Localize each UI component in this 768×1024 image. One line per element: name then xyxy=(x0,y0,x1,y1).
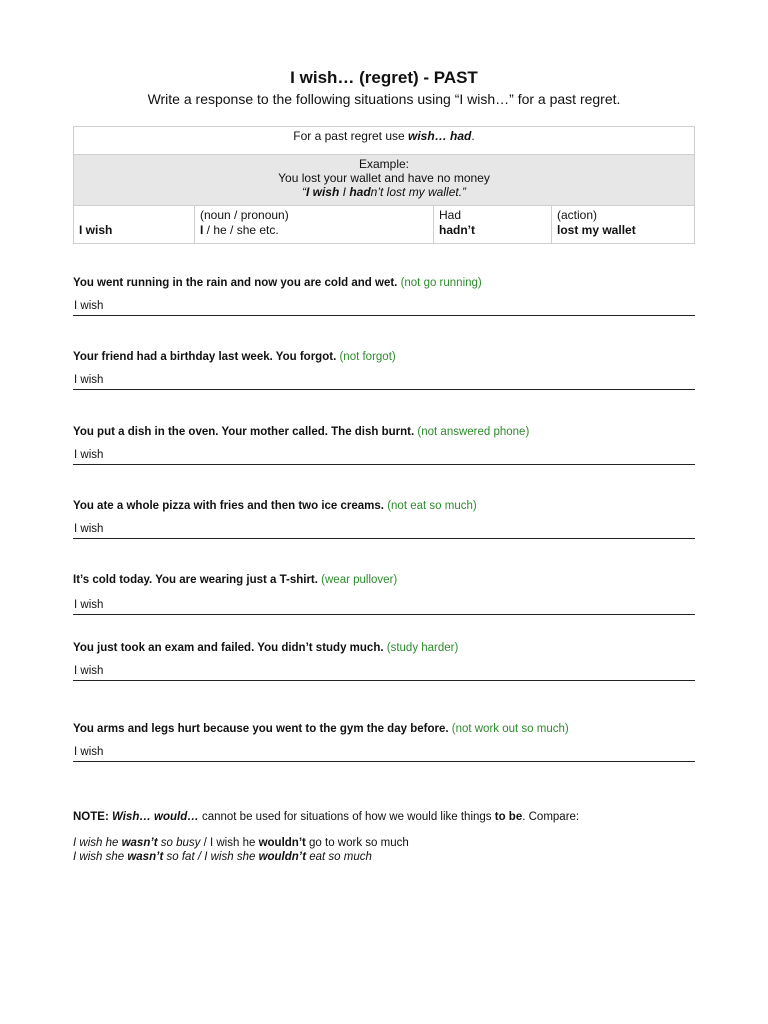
question-prompt: Your friend had a birthday last week. You forgot. (not forgot) xyxy=(73,351,396,363)
example-sentence: “I wish I hadn’t lost my wallet.” xyxy=(301,185,467,199)
rule-row xyxy=(74,127,695,155)
question-hint: (study harder) xyxy=(386,642,459,654)
question-prompt: It’s cold today. You are wearing just a T-shirt. (wear pullover) xyxy=(73,574,398,586)
question-hint: (not go running) xyxy=(400,277,482,289)
structure-col-subject: I wish xyxy=(74,206,195,244)
answer-line[interactable]: I wish xyxy=(73,447,695,465)
question-hint: (not answered phone) xyxy=(417,426,530,438)
question-hint: (not eat so much) xyxy=(387,500,477,512)
page-title: I wish… (regret) - PAST xyxy=(290,68,478,87)
question-5 xyxy=(73,572,695,615)
question-1 xyxy=(73,275,695,316)
rule-cell: For a past regret use wish… had. xyxy=(74,127,695,155)
question-prompt: You ate a whole pizza with fries and then two ice creams. (not eat so much) xyxy=(73,500,477,512)
example-situation: You lost your wallet and have no money xyxy=(278,171,490,185)
question-hint: (not forgot) xyxy=(339,351,396,363)
question-4 xyxy=(73,498,695,539)
answer-line[interactable]: I wish xyxy=(73,298,695,316)
question-prompt: You just took an exam and failed. You didn’t study much. (study harder) xyxy=(73,642,459,654)
question-prompt: You arms and legs hurt because you went to the gym the day before. (not work out so much) xyxy=(73,723,569,735)
note-example-2: I wish she wasn’t so fat / I wish she wouldn’t eat so much xyxy=(73,851,372,863)
question-prompt: You went running in the rain and now you are cold and wet. (not go running) xyxy=(73,277,482,289)
question-2 xyxy=(73,349,695,390)
question-hint: (not work out so much) xyxy=(451,723,569,735)
structure-col-had: Had hadn’t xyxy=(434,206,552,244)
example-row xyxy=(74,155,695,206)
answer-line[interactable]: I wish xyxy=(73,372,695,390)
question-6 xyxy=(73,640,695,681)
question-3 xyxy=(73,424,695,465)
answer-line[interactable]: I wish xyxy=(73,521,695,539)
example-cell xyxy=(74,155,695,206)
answer-line[interactable]: I wish xyxy=(73,744,695,762)
note-example-1: I wish he wasn’t so busy / I wish he wouldn’t go to work so much xyxy=(73,837,409,849)
structure-col-pronoun: (noun / pronoun) I / he / she etc. xyxy=(195,206,434,244)
reference-table xyxy=(73,126,695,244)
question-hint: (wear pullover) xyxy=(321,574,398,586)
example-label: Example: xyxy=(358,157,410,171)
grammar-note xyxy=(73,810,695,864)
page-subtitle: Write a response to the following situations using “I wish…” for a past regret. xyxy=(147,91,621,107)
answer-line[interactable]: I wish xyxy=(73,663,695,681)
structure-col-action: (action) lost my wallet xyxy=(552,206,695,244)
question-prompt: You put a dish in the oven. Your mother called. The dish burnt. (not answered phone) xyxy=(73,426,530,438)
structure-row xyxy=(74,206,695,244)
note-rule: NOTE: Wish… would… cannot be used for situations of how we would like things to be. Compare: xyxy=(73,811,580,823)
question-7 xyxy=(73,721,695,762)
answer-line[interactable]: I wish xyxy=(73,597,695,615)
